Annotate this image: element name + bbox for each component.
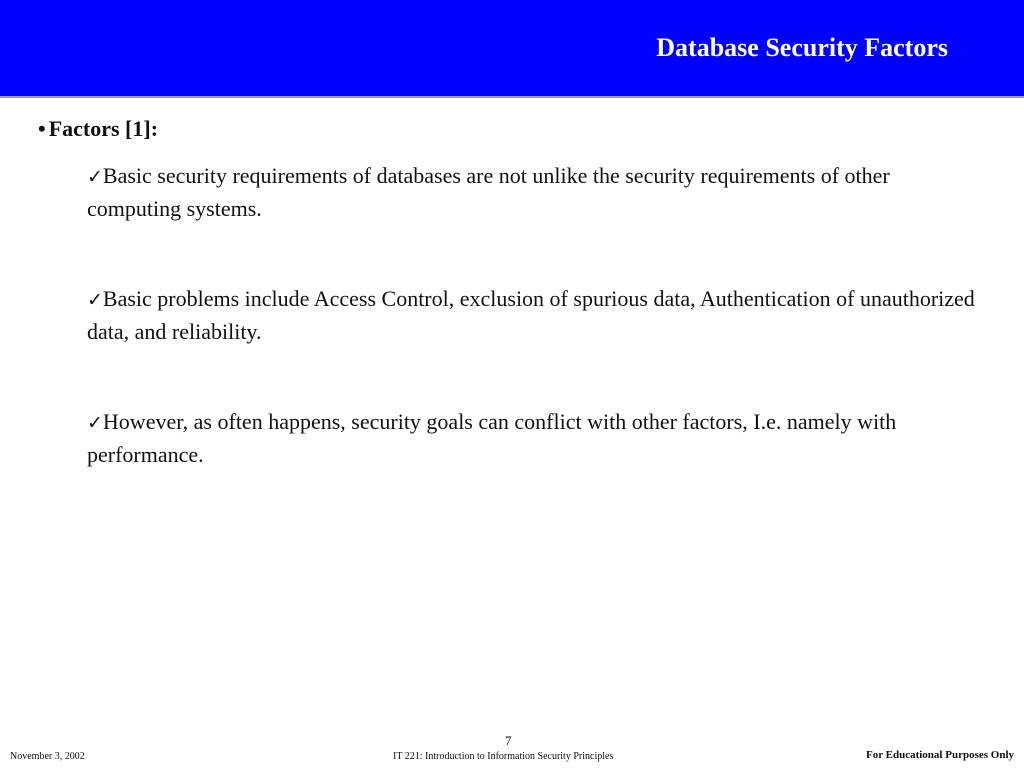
page-number: 7 [505,733,512,748]
title-band [0,0,1024,98]
check-item [87,406,987,470]
check-item [87,283,987,347]
check-item [87,160,987,224]
main-bullet-label: Factors [1]: [48,116,159,141]
slide-title: Database Security Factors [656,33,948,62]
check-item-text: However, as often happens, security goals can conflict with other factors, I.e. namely with performance. [87,409,897,467]
footer-notice: For Educational Purposes Only [865,749,1014,761]
check-icon: ✓ [87,166,103,188]
check-icon: ✓ [87,412,103,434]
main-bullet [38,116,158,142]
bullet-icon: • [38,116,46,141]
check-icon: ✓ [87,289,103,311]
check-item-text: Basic security requirements of databases are not unlike the security requirements of other computing systems. [87,163,890,221]
footer-course: IT 221: Introduction to Information Security Principles [393,751,614,762]
check-item-text: Basic problems include Access Control, exclusion of spurious data, Authentication of unauthorized data, and reliability. [87,286,975,344]
footer-date: November 3, 2002 [10,751,85,762]
